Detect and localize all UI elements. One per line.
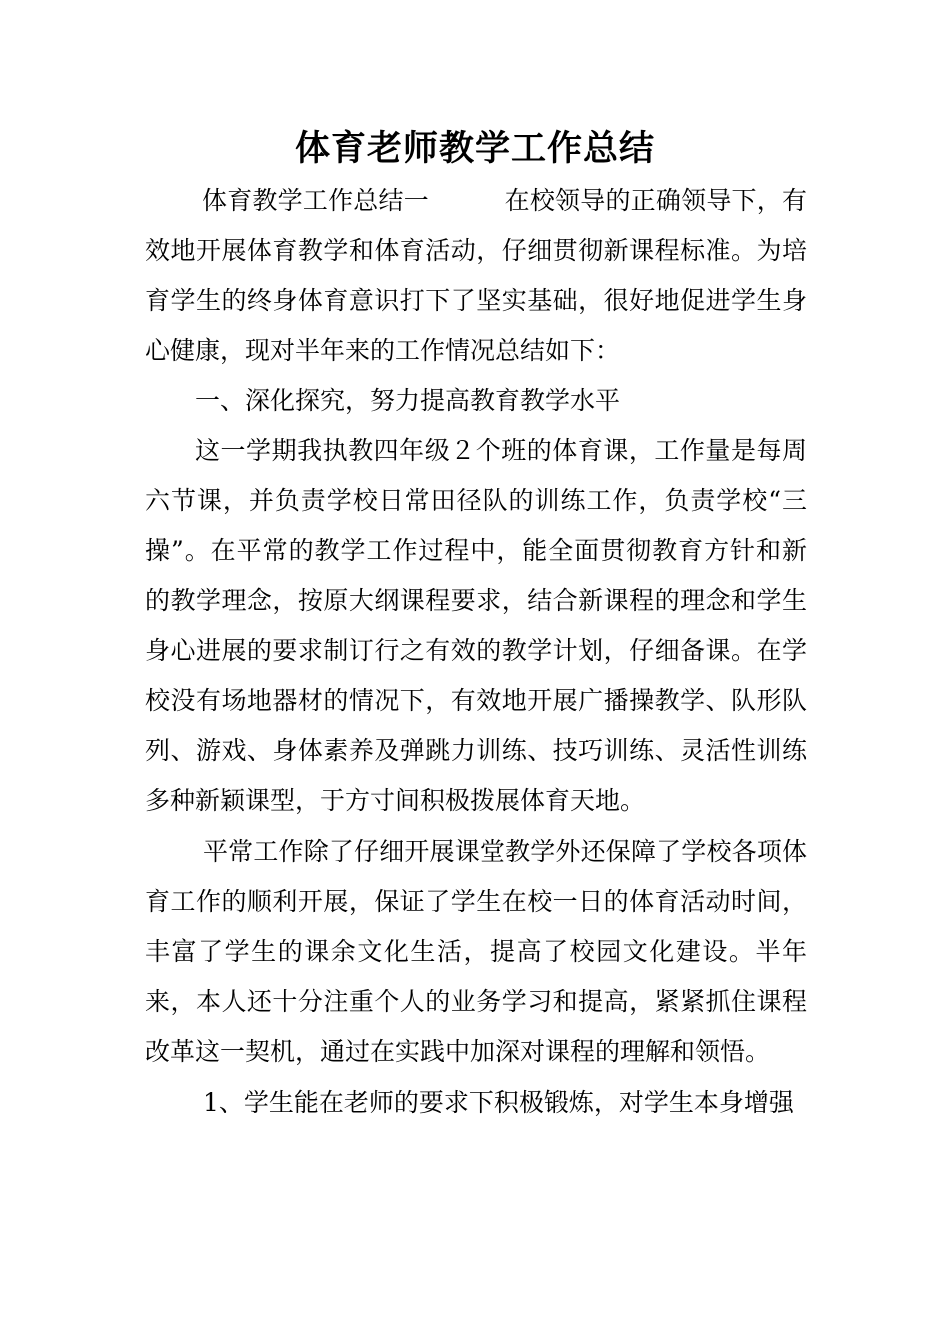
document-title: 体育老师教学工作总结: [294, 129, 655, 169]
document-body: [145, 176, 807, 1128]
paragraph-daily-work: 平常工作除了仔细开展课堂教学外还保障了学校各项体育工作的顺利开展，保证了学生在校一日的体育活动时间，丰富了学生的课余文化生活，提高了校园文化建设。半年来，本人还十分注重个人的业务学习和提高，紧紧抓住课程改革这一契机，通过在实践中加深对课程的理解和领悟。: [145, 837, 807, 1066]
paragraph-intro: 体育教学工作总结一 在校领导的正确领导下，有效地开展体育教学和体育活动，仔细贯彻新课程标准。为培育学生的终身体育意识打下了坚实基础，很好地促进学生身心健康，现对半年来的工作情况总结如下：: [145, 186, 807, 365]
section-heading-1: 一、深化探究，努力提高教育教学水平: [195, 386, 621, 415]
paragraph-teaching-work: 这一学期我执教四年级２个班的体育课，工作量是每周六节课，并负责学校日常田径队的训练工作，负责学校“三操”。在平常的教学工作过程中，能全面贯彻教育方针和新的教学理念，按原大纲课程要求，结合新课程的理念和学生身心进展的要求制订行之有效的教学计划，仔细备课。在学校没有场地器材的情况下，有效地开展广播操教学、队形队列、游戏、身体素养及弹跳力训练、技巧训练、灵活性训练多种新颖课型，于方寸间积极拨展体育天地。: [145, 436, 807, 815]
paragraph-item-1: 1、学生能在老师的要求下积极锻炼，对学生本身增强: [203, 1088, 794, 1117]
